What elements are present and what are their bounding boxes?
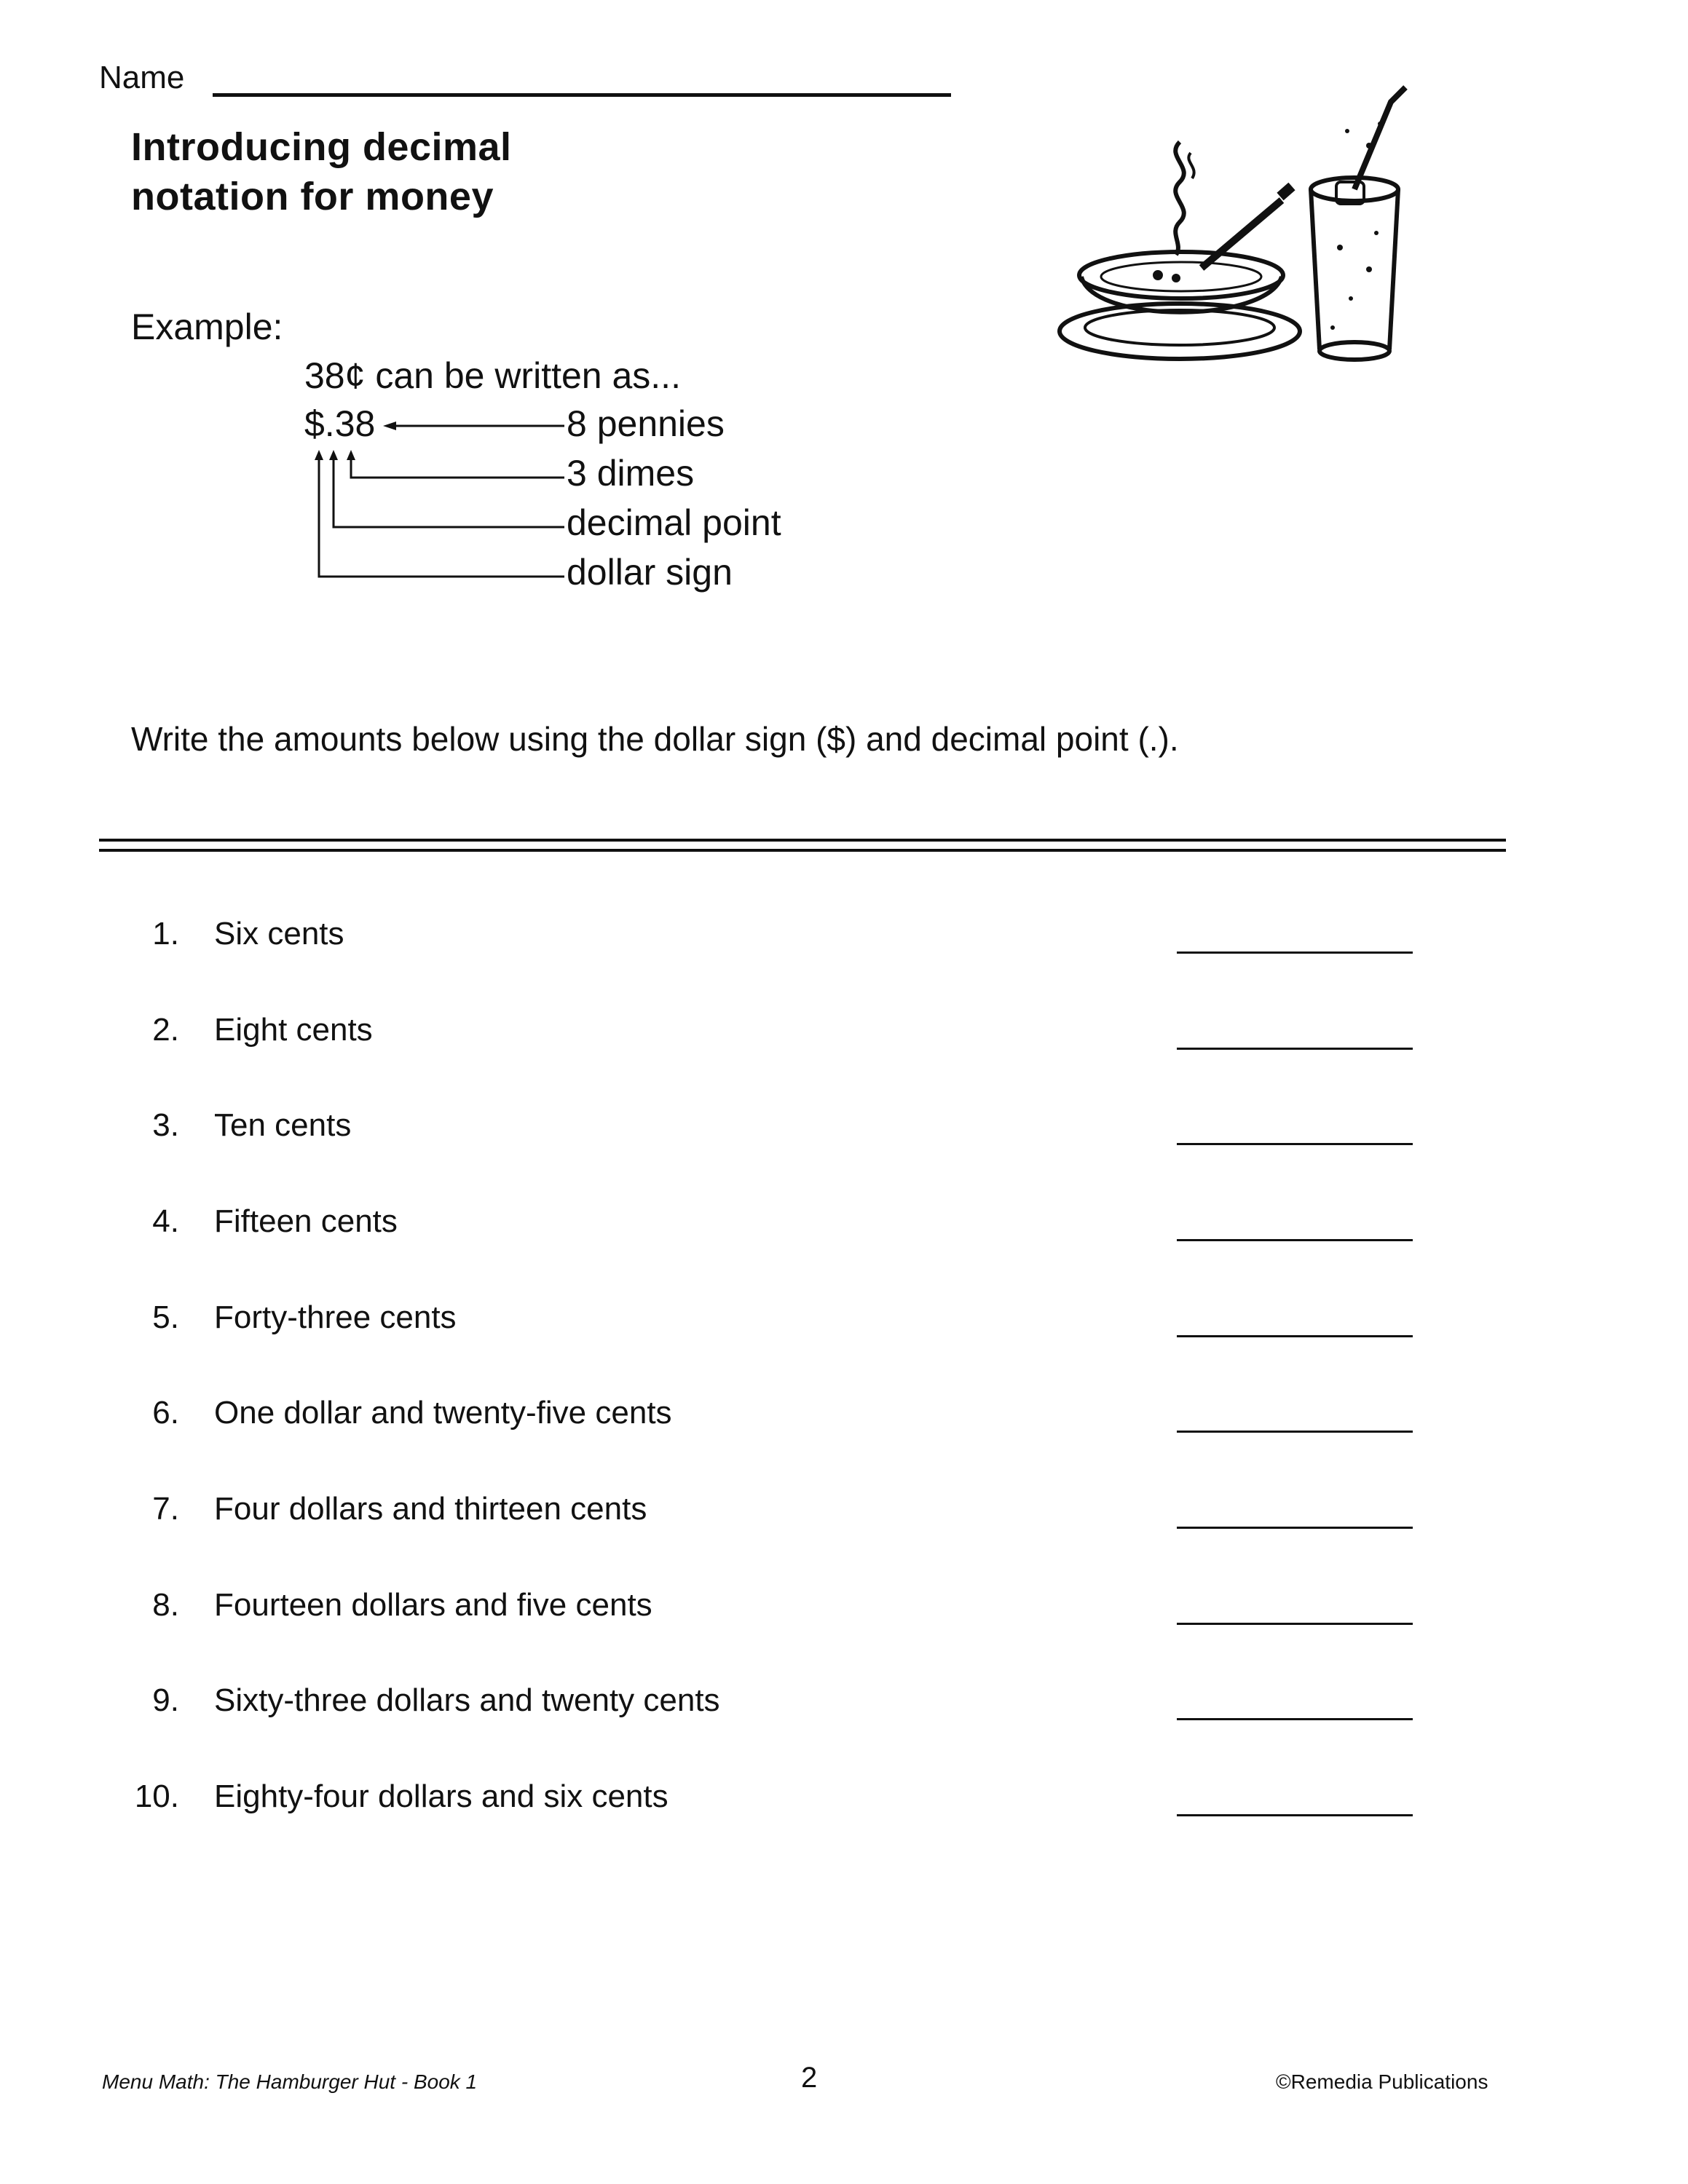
example-arrows xyxy=(291,408,583,597)
arrowhead-dollar-sign xyxy=(315,450,323,460)
arrowhead-dimes xyxy=(347,450,355,460)
callout-dimes: 3 dimes xyxy=(567,453,695,494)
title-line-1: Introducing decimal xyxy=(131,125,512,169)
callout-dollar-sign: dollar sign xyxy=(567,552,733,593)
example-amount: $.38 xyxy=(304,403,376,444)
question-text: One dollar and twenty-five cents xyxy=(214,1395,672,1431)
name-field[interactable] xyxy=(213,93,951,97)
question-text: Six cents xyxy=(214,916,344,951)
arrowhead-decimal-point xyxy=(329,450,338,460)
answer-blank[interactable] xyxy=(1177,1623,1413,1625)
question-text: Fourteen dollars and five cents xyxy=(214,1587,652,1623)
instructions: Write the amounts below using the dollar sign ($) and decimal point (.). xyxy=(131,720,1179,758)
question-text: Fifteen cents xyxy=(214,1203,398,1239)
example-label: Example: xyxy=(131,306,283,347)
answer-blank[interactable] xyxy=(1177,1335,1413,1337)
divider-top xyxy=(99,839,1506,842)
question-text: Ten cents xyxy=(214,1107,352,1143)
footer-book-title: Menu Math: The Hamburger Hut - Book 1 xyxy=(102,2070,478,2093)
name-label: Name xyxy=(99,60,185,95)
callout-pennies: 8 pennies xyxy=(567,403,725,444)
arrow-dimes xyxy=(351,457,564,478)
food-illustration xyxy=(1049,73,1427,379)
answer-blank[interactable] xyxy=(1177,1527,1413,1529)
question-number: 7. xyxy=(152,1491,179,1527)
arrow-decimal-point xyxy=(334,457,564,527)
question-number: 4. xyxy=(152,1203,179,1239)
answer-blank[interactable] xyxy=(1177,1143,1413,1145)
question-number: 8. xyxy=(152,1587,179,1623)
divider-bottom xyxy=(99,849,1506,852)
question-text: Eight cents xyxy=(214,1012,373,1048)
question-number: 6. xyxy=(152,1395,179,1431)
answer-blank[interactable] xyxy=(1177,1431,1413,1433)
page-number: 2 xyxy=(801,2062,818,2094)
example-intro: 38¢ can be written as... xyxy=(304,355,681,396)
question-text: Forty-three cents xyxy=(214,1299,457,1335)
question-number: 10. xyxy=(134,1779,179,1814)
answer-blank[interactable] xyxy=(1177,1048,1413,1050)
arrow-dollar-sign xyxy=(319,457,564,577)
footer-publisher: ©Remedia Publications xyxy=(1276,2070,1488,2093)
question-text: Sixty-three dollars and twenty cents xyxy=(214,1682,720,1718)
question-text: Four dollars and thirteen cents xyxy=(214,1491,647,1527)
page-title xyxy=(131,122,512,221)
question-number: 5. xyxy=(152,1299,179,1335)
question-number: 3. xyxy=(152,1107,179,1143)
soup-bowl-illustration xyxy=(1060,142,1300,359)
question-number: 2. xyxy=(152,1012,179,1048)
question-number: 9. xyxy=(152,1682,179,1718)
arrowhead-pennies xyxy=(383,422,396,430)
question-text: Eighty-four dollars and six cents xyxy=(214,1779,669,1814)
answer-blank[interactable] xyxy=(1177,1718,1413,1720)
callout-decimal-point: decimal point xyxy=(567,502,781,543)
answer-blank[interactable] xyxy=(1177,951,1413,954)
answer-blank[interactable] xyxy=(1177,1814,1413,1816)
drink-glass-illustration xyxy=(1311,87,1405,360)
question-number: 1. xyxy=(152,916,179,951)
title-line-2: notation for money xyxy=(131,175,494,218)
answer-blank[interactable] xyxy=(1177,1239,1413,1241)
